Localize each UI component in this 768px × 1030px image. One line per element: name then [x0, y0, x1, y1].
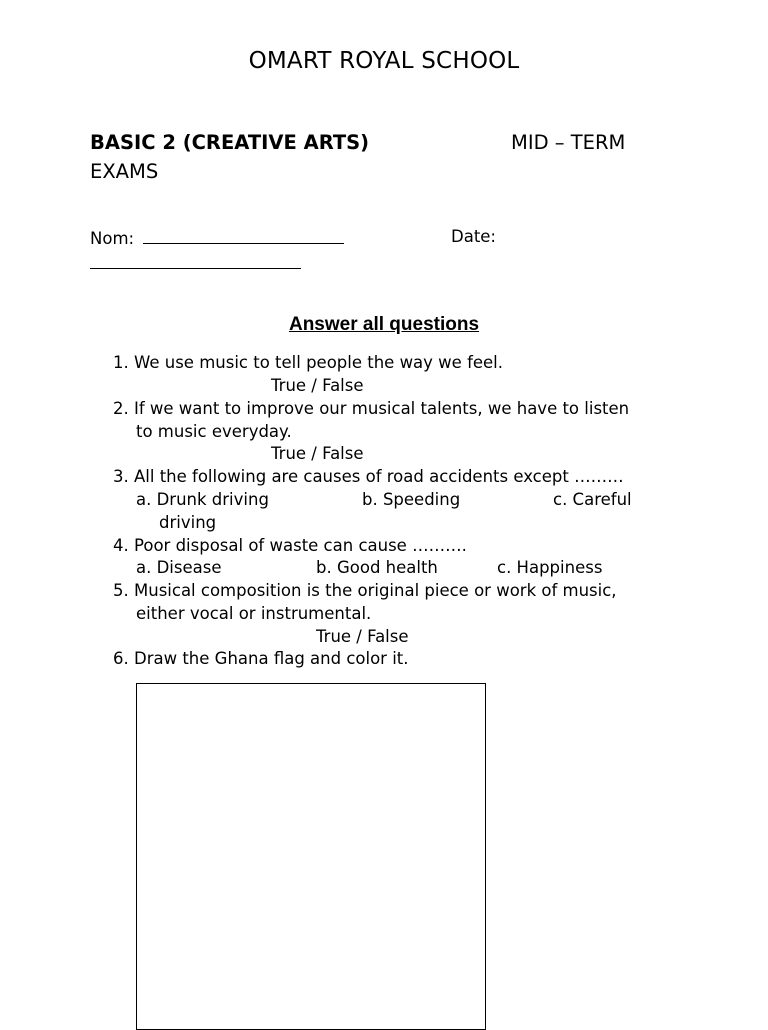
option-c: c. Happiness [497, 558, 603, 577]
question-text: We use music to tell people the way we feel. [134, 353, 504, 372]
date-label: Date: [451, 227, 496, 246]
question-text: Poor disposal of waste can cause ………. [134, 536, 467, 555]
option-b: b. Speeding [362, 490, 461, 509]
instruction-heading: Answer all questions [288, 314, 480, 335]
question-text: If we want to improve our musical talents, we have to listen [134, 399, 630, 418]
question-2-continued: to music everyday. [136, 422, 292, 441]
question-2 [113, 399, 629, 418]
option-a: a. Disease [136, 558, 222, 577]
name-blank[interactable] [143, 227, 344, 244]
question-number: 2. [113, 399, 129, 418]
class-subject: BASIC 2 (CREATIVE ARTS) [90, 131, 370, 154]
flag-drawing-box[interactable] [136, 683, 486, 1030]
name-label: Nom: [90, 229, 135, 248]
question-number: 6. [113, 649, 129, 668]
name-field-row [90, 227, 344, 248]
question-4 [113, 536, 467, 555]
option-b: b. Good health [316, 558, 438, 577]
school-name: OMART ROYAL SCHOOL [248, 48, 520, 74]
date-blank[interactable] [90, 253, 301, 269]
question-1 [113, 353, 503, 372]
question-number: 4. [113, 536, 129, 555]
question-number: 3. [113, 467, 129, 486]
question-5-answer: True / False [316, 627, 409, 646]
option-c: c. Careful [553, 490, 632, 509]
option-c-continued: driving [159, 513, 217, 532]
question-5-continued: either vocal or instrumental. [136, 604, 372, 623]
question-2-answer: True / False [271, 444, 364, 463]
exam-title: MID – TERM [511, 131, 626, 154]
question-1-answer: True / False [271, 376, 364, 395]
question-3 [113, 467, 624, 486]
question-text: All the following are causes of road accidents except ……… [134, 467, 624, 486]
option-a: a. Drunk driving [136, 490, 269, 509]
exam-title-continued: EXAMS [90, 160, 159, 183]
question-5 [113, 581, 617, 600]
question-number: 1. [113, 353, 129, 372]
question-number: 5. [113, 581, 129, 600]
question-text: Draw the Ghana flag and color it. [134, 649, 409, 668]
question-6 [113, 649, 409, 668]
question-text: Musical composition is the original piece or work of music, [134, 581, 617, 600]
